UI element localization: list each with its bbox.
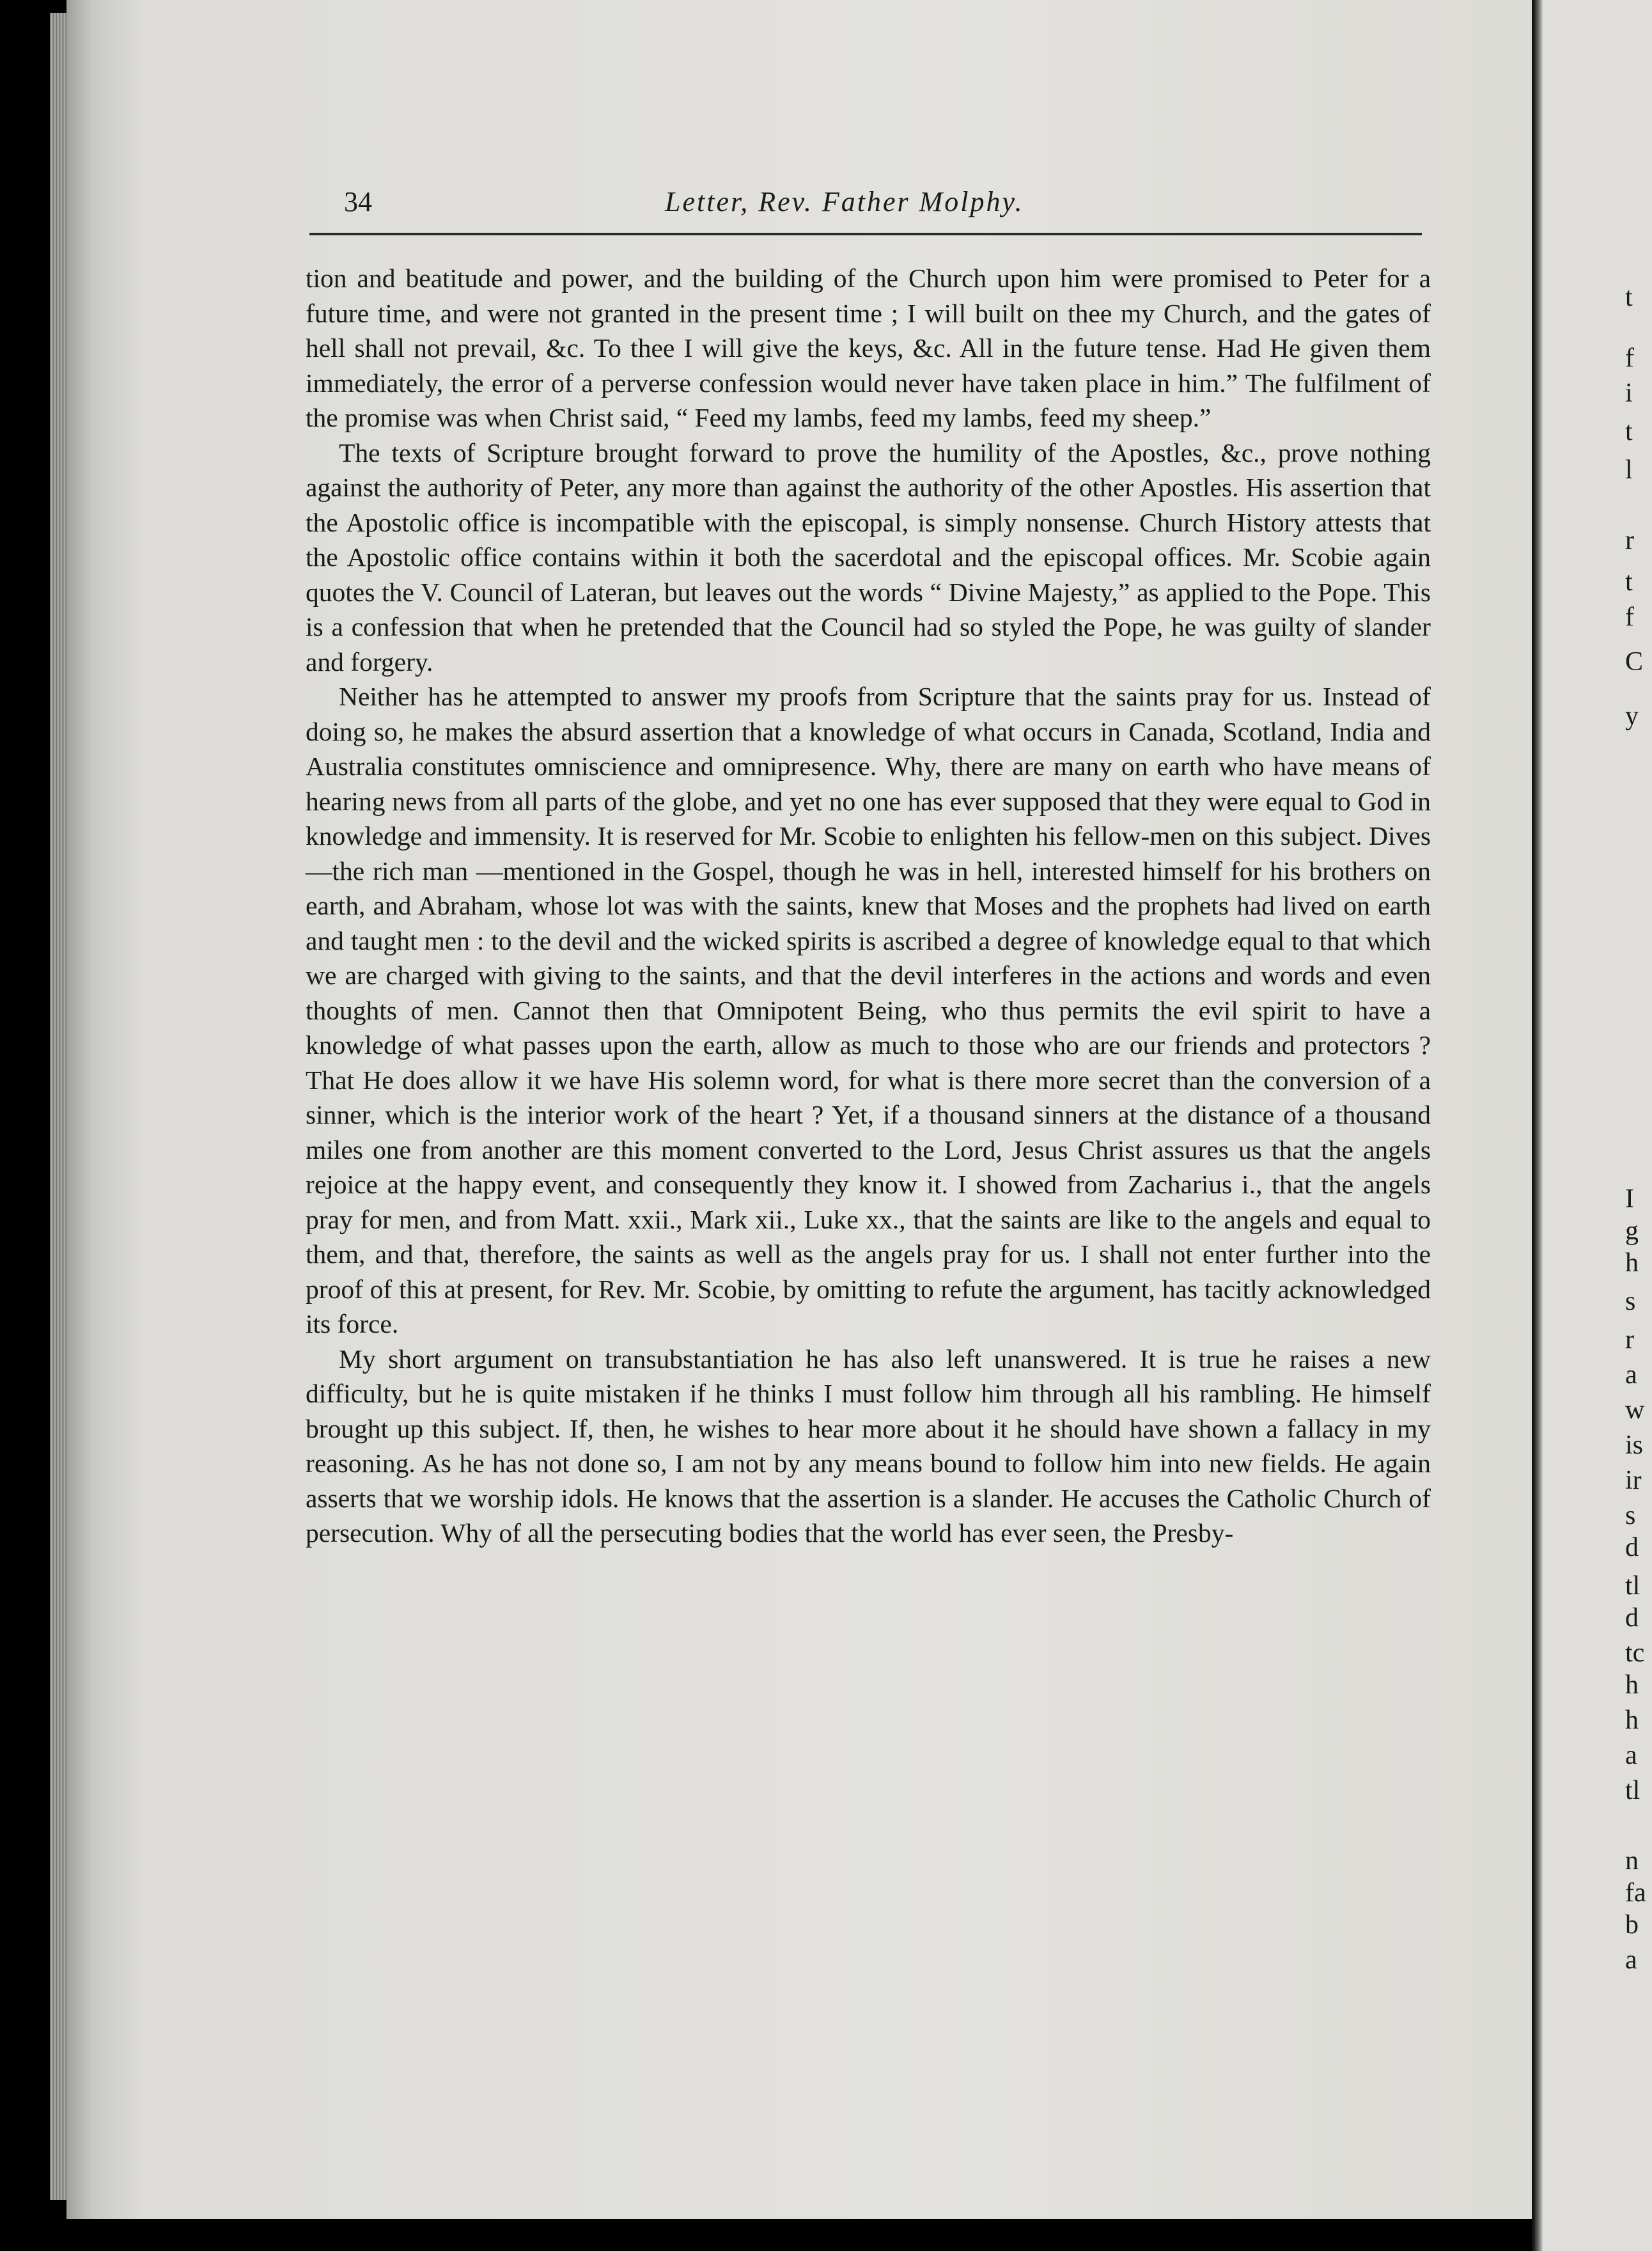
facing-page-fragment: s <box>1625 1287 1636 1316</box>
facing-page-fragment: tl <box>1625 1571 1640 1601</box>
facing-page-fragment: a <box>1625 1945 1637 1975</box>
facing-page-fragment: g <box>1625 1216 1639 1246</box>
facing-page-fragment: I <box>1625 1184 1634 1214</box>
book-gutter <box>1534 0 1543 2251</box>
paragraph: The texts of Scripture brought forward to prove the humility of the Apostles, &c., prove nothing against the authority of Peter, any more than against the authority of the other Apostles. His assertion that the Apostolic office is incompatible with the episcopal, is simply nonsense. Church History attests that the Apostolic office contains within it both the sacerdotal and the episcopal offices. Mr. Scobie again quotes the V. Council of Lateran, but leaves out the words “ Divine Majesty,” as applied to the Pope. This is a confession that when he pretended that the Council had so styled the Pope, he was guilty of slander and forgery. <box>306 437 1431 677</box>
facing-page-fragment: is <box>1625 1431 1644 1460</box>
facing-page-fragment: t <box>1625 417 1633 446</box>
facing-page-fragment: b <box>1625 1910 1639 1940</box>
running-head: Letter, Rev. Father Molphy. <box>665 186 1024 217</box>
paragraph: My short argument on transubstantiation he has also left unanswered. It is true he raises a new difficulty, but he is quite mistaken if he thinks I must follow him through all his rambling. He himself brought up this subject. If, then, he wishes to hear more about it he should have shown a fallacy in my reasoning. As he has not done so, I am not by any means bound to follow him into new fields. He again asserts that we worship idols. He knows that the assertion is a slander. He accuses the Catholic Church of persecution. Why of all the persecuting bodies that the world has ever seen, the Presby- <box>306 1344 1431 1548</box>
facing-page-fragment: t <box>1625 567 1633 597</box>
facing-page-fragment: d <box>1625 1603 1639 1633</box>
facing-page-fragment: a <box>1625 1741 1637 1770</box>
facing-page-fragment: C <box>1625 647 1644 677</box>
header-rule <box>309 233 1422 235</box>
facing-page-fragment: a <box>1625 1360 1637 1390</box>
facing-page-fragment: h <box>1625 1670 1639 1700</box>
facing-page-fragment: i <box>1625 379 1633 408</box>
facing-page-fragment: h <box>1625 1248 1639 1278</box>
facing-page-fragment: ir <box>1625 1466 1642 1495</box>
facing-page-fragment: l <box>1625 455 1633 485</box>
facing-page-fragment: fa <box>1625 1878 1646 1908</box>
facing-page-fragment: s <box>1625 1501 1636 1530</box>
facing-page-fragment: h <box>1625 1706 1639 1735</box>
facing-page-fragment: t <box>1625 283 1633 312</box>
page-header <box>332 179 1419 225</box>
page-number: 34 <box>344 186 372 217</box>
facing-page-fragment: n <box>1625 1846 1639 1876</box>
facing-page-fragment: r <box>1625 1325 1634 1354</box>
body-text <box>306 261 1431 1551</box>
facing-page-fragment: y <box>1625 702 1639 731</box>
paragraph: tion and beatitude and power, and the building of the Church upon him were promised to Peter for a future time, and were not granted in the present time ; I will built on thee my Church, and the gates of hell shall not prevail, &c. To thee I will give the keys, &c. All in the future tense. Had He given them immediately, the error of a perverse confession would never have taken place in him.” The fulfilment of the promise was when Christ said, “ Feed my lambs, feed my lambs, feed my sheep.” <box>306 263 1431 432</box>
facing-page-fragment: f <box>1625 602 1634 632</box>
facing-page-fragment: r <box>1625 526 1634 555</box>
facing-page-fragment: f <box>1625 343 1634 373</box>
facing-page-fragment: w <box>1625 1395 1645 1425</box>
facing-page-fragment: d <box>1625 1533 1639 1562</box>
facing-page-fragment: tl <box>1625 1776 1640 1805</box>
facing-page-fragment: tc <box>1625 1638 1645 1668</box>
paragraph: Neither has he attempted to answer my proofs from Scripture that the saints pray for us. Instead of doing so, he makes the absurd assertion that a knowledge of what occurs in Canada, Scotland, India and Australia constitutes omniscience and omnipresence. Why, there are many on earth who have means of hearing news from all parts of the globe, and yet no one has ever supposed that they were equal to God in knowledge and immensity. It is reserved for Mr. Scobie to enlighten his fellow-men on this subject. Dives—the rich man —mentioned in the Gospel, though he was in hell, interested himself for his brothers on earth, and Abraham, whose lot was with the saints, knew that Moses and the prophets had lived on earth and taught men : to the devil and the wicked spirits is ascribed a degree of knowledge equal to that which we are charged with giving to the saints, and that the devil interferes in the actions and words and even thoughts of men. Cannot then that Omnipotent Being, who thus permits the evil spirit to have a knowledge of what passes upon the earth, allow as much to those who are our friends and protectors ? That He does allow it we have His solemn word, for what is there more secret than the conversion of a sinner, which is the interior work of the heart ? Yet, if a thousand sinners at the distance of a thousand miles one from another are this moment converted to the Lord, Jesus Christ assures us that the angels rejoice at the happy event, and consequently they know it. I showed from Zacharius i., that the angels pray for men, and from Matt. xxii., Mark xii., Luke xx., that the saints are like to the angels and equal to them, and that, therefore, the saints as well as the angels pray for us. I shall not enter further into the proof of this at present, for Rev. Mr. Scobie, by omitting to refute the argument, has tacitly acknowledged its force. <box>306 682 1431 1338</box>
